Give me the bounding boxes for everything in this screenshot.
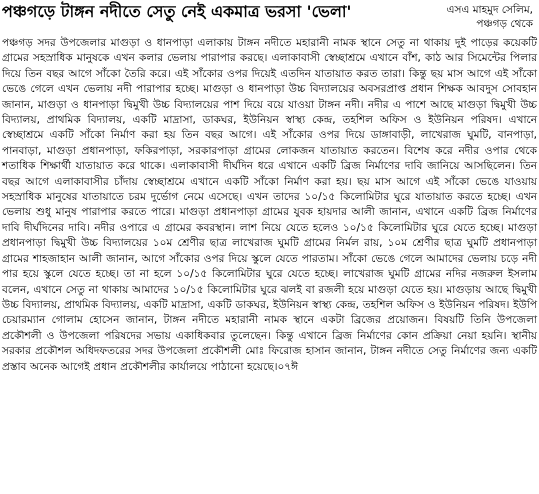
byline-location: পঞ্চগড় থেকে (476, 18, 533, 30)
article-body: পঞ্চগড় সদর উপজেলার মাগুড়া ও ধানপাড়া এলাকায় টাঙ্গন নদীতে মহারানী নামক স্থানে সেতু না থাকায় দুই পাড়ের কয়েকটি গ্রামের সহস্রাধিক মানুষকে এখন কলার ভেলায় পারাপার করছে। এলাকাবাসী স্বেচ্ছাশ্রমে এখানে বাঁশ, কাঠ আর সিমেন্টের পিলার দিয়ে তিন বছর আগে সাঁকো তৈরি করে। এই সাঁকোর ওপর দিয়েই এতদিন যাতায়াত করত তারা। কিন্তু ছয় মাস আগে এই সাঁকো ভেঙে গেলে এখন ভেলায় নদী পারাপার হচ্ছে। মাগুড়া ও ধানপাড়া উচ্চ বিদ্যালয়ের অবসরপ্রাপ্ত প্রধান শিক্ষক আবদুস সোবহান জানান, মাগুড়া ও ধানপাড়া দ্বিমুখী উচ্চ বিদ্যালয়ের পাশ দিয়ে বয়ে যাওয়া টাঙ্গন নদী। নদীর এ পাশে আছে মাগুড়া দ্বিমুখী উচ্চ বিদ্যালয়, প্রাথমিক বিদ্যালয়, একটি মাদ্রাসা, ডাকঘর, ইউনিয়ন স্বাস্থ্য কেন্দ্র, তহশিল অফিস ও ইউনিয়ন পরিষদ। এখানে স্বেচ্ছাশ্রমে একটি সাঁকো নির্মাণ করা হয় তিন বছর আগে। এই সাঁকোর ওপর দিয়ে ডাঙ্গাবাড়ী, লাখেরাজ ঘুমটি, বানপাড়া, পানবাড়া, মাগুড়া প্রধানপাড়া, ফকিরপাড়া, সরকারপাড়া গ্রামের লোকজন যাতায়াত করতেন। বিশেষ করে নদীর ওপার থেকে শতাধিক শিক্ষার্থী যাতায়াত করে থাকে। এলাকাবাসী দীর্ঘদিন ধরে এখানে একটি ব্রিজ নির্মাণের দাবি জানিয়ে আসছিলেন। তিন বছর আগে এলাকাবাসীর চাঁদায় স্বেচ্ছাশ্রমে এখানে একটি সাঁকো নির্মাণ করা হয়। ছয় মাস আগে এই সাঁকো ভেঙে যাওয়ায় সহস্রাধিক মানুষের যাতায়াতে চরম দুর্ভোগ নেমে এসেছে। এখন তাদের ১০/১৫ কিলোমিটার ঘুরে যাতায়াত করতে হচ্ছে। এখন ভেলায় শুধু মানুষ পারাপার করতে পারে। মাগুড়া প্রধানপাড়া গ্রামের যুবক হায়দার আলী জানান, এখানে একটি ব্রিজ নির্মাণের দাবি দীর্ঘদিনের দাবি। নদীর ওপারে এ গ্রামের কবরস্থান। লাশ নিয়ে যেতে হলেও ১০/১৫ কিলোমিটার ঘুরে যেতে হচ্ছে। মাগুড়া প্রধানপাড়া দ্বিমুখী উচ্চ বিদ্যালয়ের ১০ম শ্রেণীর ছাত্র লাখেরাজ ঘুমটি গ্রামের নির্মল রায়, ১০ম শ্রেণীর ছাত্র ঘুমটি প্রধানপাড়া গ্রামের শাহজাহান আলী জানান, আগে সাঁকোর ওপর দিয়ে স্কুলে যেতে পারতাম। সাঁকো ভেঙে গেলে আমাদের ভেলায় চড়ে নদী পার হয়ে স্কুলে যেতে হচ্ছে। তা না হলে ১০/১৫ কিলোমিটার ঘুরে যেতে হচ্ছে। লাখেরাজ ঘুমটি গ্রামের নদির নজরুল ইসলাম বলেন, এখানে সেতু না থাকায় আমাদের ১০/১৫ কিলোমিটার ঘুরে ঝলই বা রজলী হয়ে মাগুড়া যেতে হয়। মাগুড়ায় আছে দ্বিমুখী উচ্চ বিদ্যালয়, প্রাথমিক বিদ্যালয়, একটি মাদ্রাসা, একটি ডাকঘর, ইউনিয়ন স্বাস্থ্য কেন্দ্র, তহশিল অফিস ও ইউনিয়ন পরিষদ। ইউপি চেয়ারম্যান গোলাম হোসেন জানান, টাঙ্গন নদীতে মহারানী নামক স্থানে একটা ব্রিজের প্রয়োজন। বিষয়টি তিনি উপজেলা প্রকৌশলী ও উপজেলা পরিষদের সভায় একাধিকবার তুলেছেন। কিন্তু এখানে ব্রিজ নির্মাণের কোন প্রক্রিয়া নেয়া হয়নি। স্থানীয় সরকার প্রকৌশল অধিদফতরের সদর উপজেলা প্রকৌশলী মোঃ ফিরোজ হাসান জানান, টাঙ্গন নদীতে সেতু নির্মাণের জন্য একটি প্রস্তাব অনেক আগেই প্রধান প্রকৌশলীর কার্যালয়ে পাঠানো হয়েছে।০৭ঈ (2, 37, 538, 373)
article-header (2, 2, 537, 36)
article-headline: পঞ্চগড়ে টাঙ্গন নদীতে সেতু নেই একমাত্র ভরসা 'ভেলা' (2, 2, 352, 21)
news-article (2, 2, 537, 492)
article-byline (446, 3, 533, 31)
byline-name: এসএ মাহমুদ সেলিম, (446, 4, 533, 16)
